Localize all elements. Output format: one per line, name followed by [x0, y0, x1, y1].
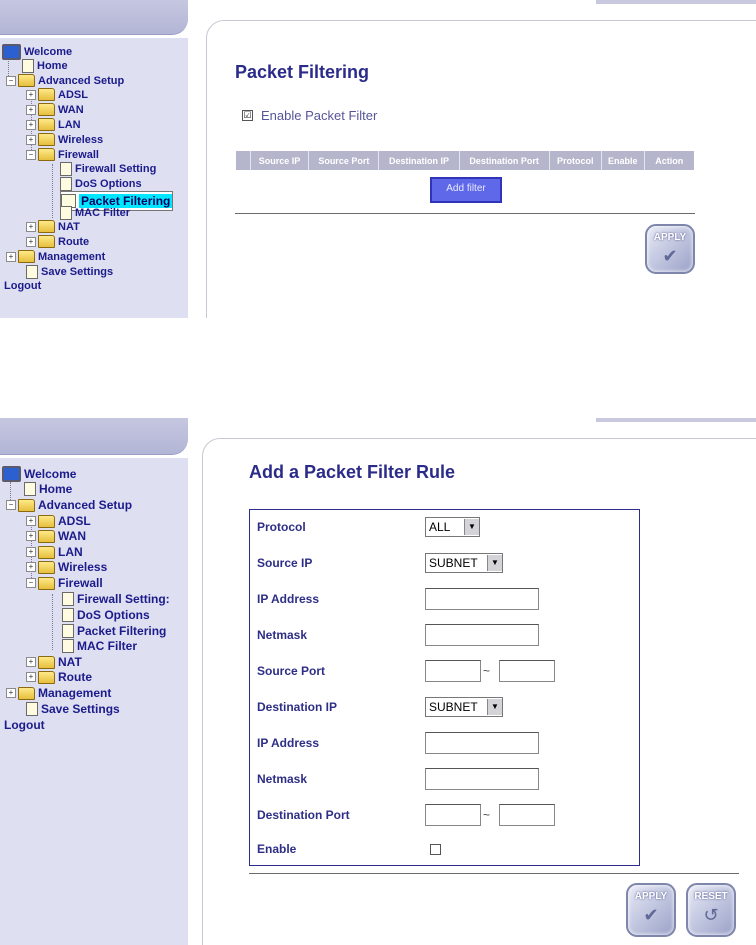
destination-port-start-input[interactable] — [425, 804, 481, 826]
expand-icon[interactable]: + — [26, 222, 36, 232]
tree-label: Welcome — [24, 46, 73, 58]
source-ip-address-label: IP Address — [257, 592, 320, 606]
tree-guide — [52, 164, 53, 218]
tree-label: Home — [39, 482, 73, 496]
packet-filtering-screenshot — [0, 0, 756, 318]
reset-button-label: RESET — [694, 891, 728, 902]
filter-table-header — [236, 151, 694, 170]
folder-icon — [38, 515, 55, 528]
source-ip-select[interactable] — [425, 553, 503, 573]
filter-rule-form — [249, 509, 640, 866]
protocol-select[interactable] — [425, 517, 480, 537]
tree-item-lan[interactable] — [26, 545, 83, 559]
destination-netmask-label: Netmask — [257, 772, 308, 786]
computer-icon — [2, 466, 21, 482]
check-icon: ✔ — [662, 246, 678, 267]
tree-item-save-settings[interactable] — [26, 702, 120, 716]
chevron-down-icon: ▼ — [464, 519, 479, 535]
expand-icon[interactable]: + — [26, 672, 36, 682]
expand-icon[interactable]: + — [26, 105, 36, 115]
tree-label: Firewall Setting: — [77, 592, 170, 606]
sidebar — [0, 38, 188, 318]
source-ip-value: SUBNET — [429, 556, 478, 570]
page-title: Packet Filtering — [235, 62, 370, 82]
column-header: Destination IP — [379, 151, 459, 170]
tree-label: Welcome — [24, 467, 77, 481]
tree-label: Management — [38, 686, 112, 700]
divider — [235, 213, 695, 214]
source-ip-label: Source IP — [257, 556, 313, 570]
tree-item-firewall-settings[interactable] — [60, 162, 156, 176]
tree-label: LAN — [58, 118, 81, 131]
folder-open-icon — [38, 148, 55, 161]
collapse-icon[interactable]: − — [26, 578, 36, 588]
column-header: Action — [655, 155, 684, 166]
page-icon — [60, 206, 72, 220]
tree-item-route[interactable] — [26, 670, 92, 684]
tree-label: Wireless — [58, 560, 108, 574]
column-header: Source Port — [309, 151, 379, 170]
tree-label: MAC Filter — [77, 639, 137, 653]
tree-label: MAC Filter — [75, 207, 130, 219]
destination-ip-label: Destination IP — [257, 700, 338, 714]
enable-checkbox[interactable] — [430, 844, 441, 855]
tree-label: Logout — [4, 718, 45, 732]
apply-button[interactable] — [645, 224, 695, 274]
page-icon — [62, 608, 74, 622]
apply-button-label: APPLY — [634, 891, 668, 902]
tree-guide — [52, 594, 53, 650]
destination-ip-value: SUBNET — [429, 700, 478, 714]
tree-label: Firewall Setting — [75, 163, 157, 175]
tree-label: ADSL — [58, 514, 91, 528]
undo-icon: ↺ — [703, 905, 719, 926]
chevron-down-icon: ▼ — [487, 699, 502, 715]
tree-label: NAT — [58, 220, 80, 233]
top-ribbon — [596, 418, 756, 422]
tree-item-wan[interactable] — [26, 103, 84, 116]
page-icon — [62, 624, 74, 638]
tree-label: DoS Options — [75, 178, 142, 190]
tree-item-wireless[interactable] — [26, 560, 107, 574]
folder-icon — [38, 103, 55, 116]
range-separator: ~ — [483, 808, 491, 822]
tree-item-firewall[interactable] — [26, 148, 99, 161]
tree-label: Management — [38, 250, 106, 263]
folder-icon — [38, 671, 55, 684]
tree-item-firewall-settings[interactable] — [62, 592, 170, 606]
page-icon — [60, 177, 72, 191]
page-icon — [26, 265, 38, 279]
tree-item-welcome[interactable] — [2, 44, 72, 60]
folder-icon — [38, 118, 55, 131]
destination-port-end-input[interactable] — [499, 804, 555, 826]
tree-label: Packet Filtering — [77, 624, 167, 638]
folder-open-icon — [38, 577, 55, 590]
tree-item-save-settings[interactable] — [26, 265, 113, 279]
tree-label: Packet Filtering — [81, 194, 171, 208]
tree-item-lan[interactable] — [26, 118, 81, 131]
protocol-value: ALL — [429, 520, 451, 534]
tree-label: Route — [58, 670, 92, 684]
source-netmask-label: Netmask — [257, 628, 308, 642]
tree-label: ADSL — [58, 88, 88, 101]
add-filter-button[interactable]: Add filter — [430, 177, 502, 203]
tree-label: Save Settings — [41, 266, 114, 278]
page-icon — [26, 702, 38, 716]
folder-icon — [38, 88, 55, 101]
tree-item-nat[interactable] — [26, 220, 80, 233]
tree-label: Advanced Setup — [38, 498, 133, 512]
tree-label: Logout — [4, 280, 42, 292]
tree-label: Firewall — [58, 576, 103, 590]
range-separator: ~ — [483, 664, 491, 678]
tree-item-firewall[interactable] — [26, 576, 103, 590]
folder-icon — [38, 235, 55, 248]
tree-item-dos-options[interactable] — [60, 177, 142, 191]
expand-icon[interactable]: + — [26, 90, 36, 100]
page-icon — [62, 592, 74, 606]
tree-label: Advanced Setup — [38, 74, 125, 87]
sidebar-header-bar — [0, 0, 188, 35]
folder-icon — [18, 250, 35, 263]
column-header: Enable — [602, 151, 645, 170]
folder-icon — [38, 133, 55, 146]
expand-icon[interactable]: + — [26, 657, 36, 667]
tree-item-wan[interactable] — [26, 529, 86, 543]
tree-item-packet-filtering[interactable] — [62, 624, 166, 638]
tree-item-logout[interactable] — [4, 718, 45, 732]
tree-item-dos-options[interactable] — [62, 608, 150, 622]
tree-label: Route — [58, 235, 90, 248]
collapse-icon[interactable]: − — [6, 500, 16, 510]
page-icon — [62, 639, 74, 653]
header-spacer — [236, 151, 251, 170]
source-port-start-input[interactable] — [425, 660, 481, 682]
source-netmask-input[interactable] — [425, 624, 539, 646]
destination-port-label: Destination Port — [257, 808, 350, 822]
tree-item-welcome[interactable] — [2, 466, 76, 482]
top-ribbon — [596, 0, 756, 4]
enable-packet-filter-label: Enable Packet Filter — [261, 108, 378, 123]
enable-packet-filter-row — [242, 108, 377, 123]
tree-label: WAN — [58, 529, 86, 543]
apply-button[interactable] — [626, 883, 676, 937]
divider — [249, 873, 739, 874]
expand-icon[interactable]: + — [26, 562, 36, 572]
folder-open-icon — [18, 74, 35, 87]
source-ip-address-input[interactable] — [425, 588, 539, 610]
column-header: Destination Port — [460, 151, 550, 170]
tree-label: NAT — [58, 655, 82, 669]
tree-item-mac-filter[interactable] — [60, 206, 130, 220]
expand-icon[interactable]: + — [26, 237, 36, 247]
expand-icon[interactable]: + — [26, 531, 36, 541]
tree-label: DoS Options — [77, 608, 150, 622]
expand-icon[interactable]: + — [6, 688, 16, 698]
tree-label: LAN — [58, 545, 83, 559]
destination-ip-address-input[interactable] — [425, 732, 539, 754]
computer-icon — [2, 44, 21, 60]
expand-icon[interactable]: + — [26, 135, 36, 145]
tree-label: Wireless — [58, 133, 104, 146]
page-icon — [24, 482, 36, 496]
apply-button-label: APPLY — [653, 232, 687, 243]
page-title: Add a Packet Filter Rule — [249, 462, 456, 482]
expand-icon[interactable]: + — [6, 252, 16, 262]
destination-ip-address-label: IP Address — [257, 736, 320, 750]
tree-item-adsl[interactable] — [26, 514, 91, 528]
enable-label: Enable — [257, 842, 297, 856]
tree-label: Save Settings — [41, 702, 120, 716]
chevron-down-icon: ▼ — [487, 555, 502, 571]
folder-open-icon — [18, 499, 35, 512]
folder-icon — [38, 220, 55, 233]
folder-icon — [38, 561, 55, 574]
expand-icon[interactable]: + — [26, 120, 36, 130]
expand-icon[interactable]: + — [26, 547, 36, 557]
source-port-label: Source Port — [257, 664, 326, 678]
protocol-label: Protocol — [257, 520, 306, 534]
page-icon — [60, 162, 72, 176]
sidebar-header-bar — [0, 418, 188, 455]
expand-icon[interactable]: + — [26, 516, 36, 526]
enable-packet-filter-checkbox[interactable]: ☑ — [243, 110, 252, 120]
folder-icon — [18, 687, 35, 700]
check-icon: ✔ — [643, 905, 659, 926]
folder-icon — [38, 656, 55, 669]
page-icon — [22, 59, 34, 73]
collapse-icon[interactable]: − — [26, 150, 36, 160]
tree-item-nat[interactable] — [26, 655, 82, 669]
tree-item-mac-filter[interactable] — [62, 639, 137, 653]
tree-label: Firewall — [58, 148, 99, 161]
destination-netmask-input[interactable] — [425, 768, 539, 790]
tree-item-route[interactable] — [26, 235, 89, 248]
tree-item-management[interactable] — [6, 686, 111, 700]
tree-label: Home — [37, 60, 68, 72]
tree-item-management[interactable] — [6, 250, 105, 263]
collapse-icon[interactable]: − — [6, 76, 16, 86]
tree-label: WAN — [58, 103, 84, 116]
sidebar — [0, 458, 188, 945]
folder-icon — [38, 530, 55, 543]
tree-item-adsl[interactable] — [26, 88, 88, 101]
folder-icon — [38, 546, 55, 559]
destination-ip-select[interactable] — [425, 697, 503, 717]
tree-item-advanced-setup[interactable] — [6, 498, 132, 512]
tree-item-logout[interactable] — [4, 280, 41, 292]
add-packet-filter-rule-screenshot — [0, 418, 756, 945]
source-port-end-input[interactable] — [499, 660, 555, 682]
tree-item-home[interactable] — [24, 482, 72, 496]
column-header: Protocol — [550, 151, 602, 170]
tree-item-home[interactable] — [22, 59, 68, 73]
tree-item-wireless[interactable] — [26, 133, 103, 146]
tree-item-advanced-setup[interactable] — [6, 74, 124, 87]
column-header: Source IP — [251, 151, 309, 170]
reset-button[interactable] — [686, 883, 736, 937]
